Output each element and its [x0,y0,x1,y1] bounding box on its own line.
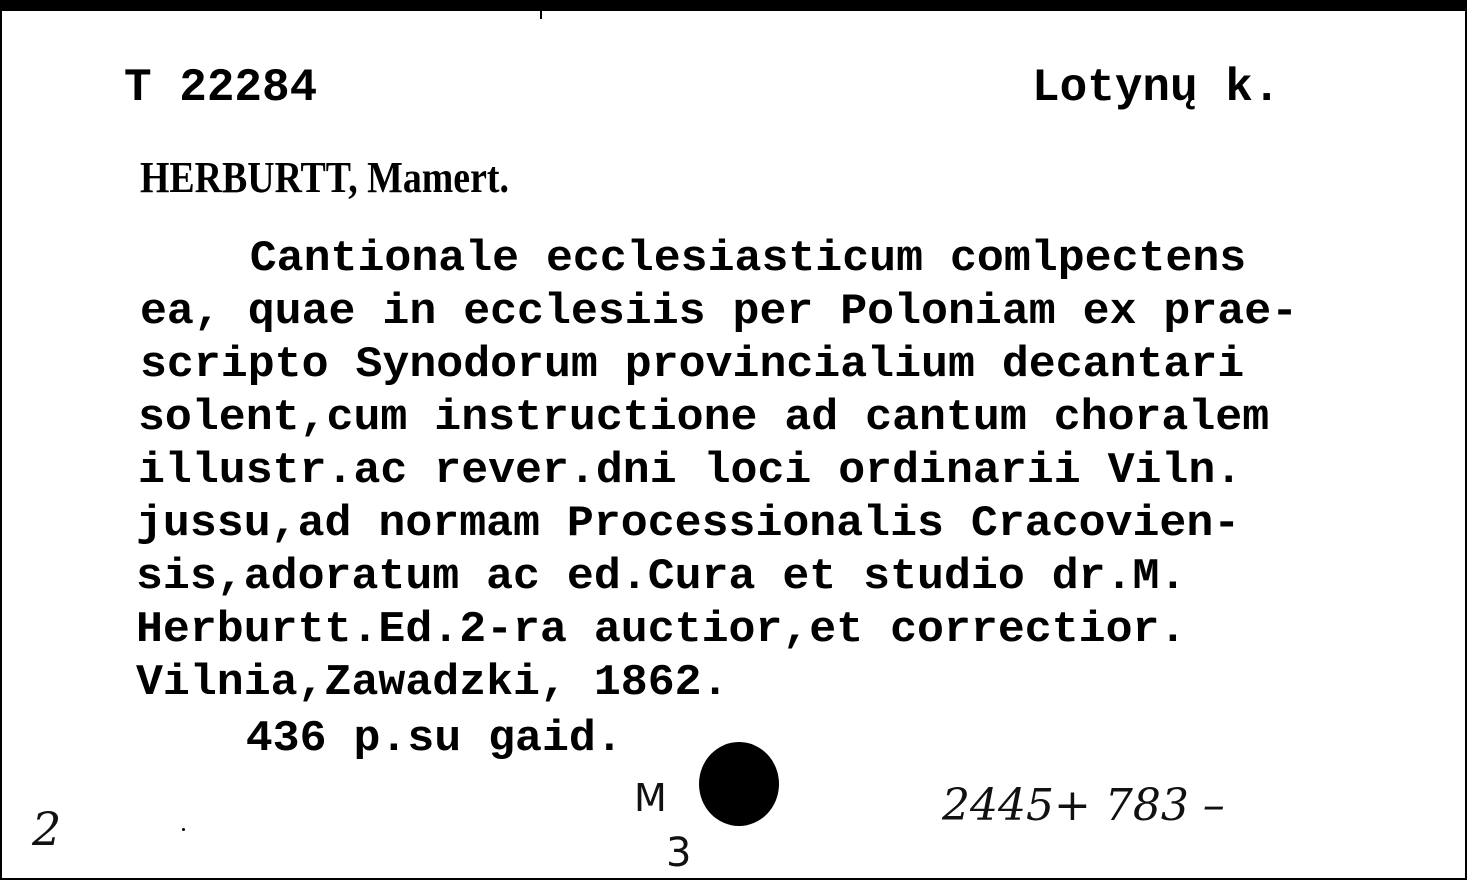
description-line: illustr.ac rever.dni loci ordinarii Viln. [138,446,1243,496]
author-heading: HERBURTT, Mamert. [140,153,509,202]
description-line: scripto Synodorum provincialium decantari [140,340,1245,390]
handwritten-m-mark: M [634,776,667,820]
pagination-line: 436 p.su gaid. [138,714,623,764]
ink-speck [182,828,185,831]
language-label: Lotynų k. [1032,62,1281,114]
description-line: sis,adoratum ac ed.Cura et studio dr.M. [136,552,1187,602]
handwritten-m-subscript: 3 [666,830,692,876]
description-line: Herburtt.Ed.2-ra auctior,et correctior. [136,605,1187,655]
handwritten-inventory: 2445+ 783 – [942,780,1225,831]
description-line: Cantionale ecclesiasticum comlpectens [142,234,1247,284]
description-line: ea, quae in ecclesiis per Poloniam ex prae- [140,287,1299,337]
call-number: T 22284 [124,62,318,114]
card-edge-mark [540,11,542,19]
description-line: Vilnia,Zawadzki, 1862. [136,658,729,708]
description-line: solent,cum instructione ad cantum choralem [138,393,1270,443]
description-line: jussu,ad normam Processionalis Cracovien- [136,499,1241,549]
handwritten-number: 2 [32,802,62,856]
card-top-edge [2,2,1467,11]
punch-hole [699,742,779,826]
